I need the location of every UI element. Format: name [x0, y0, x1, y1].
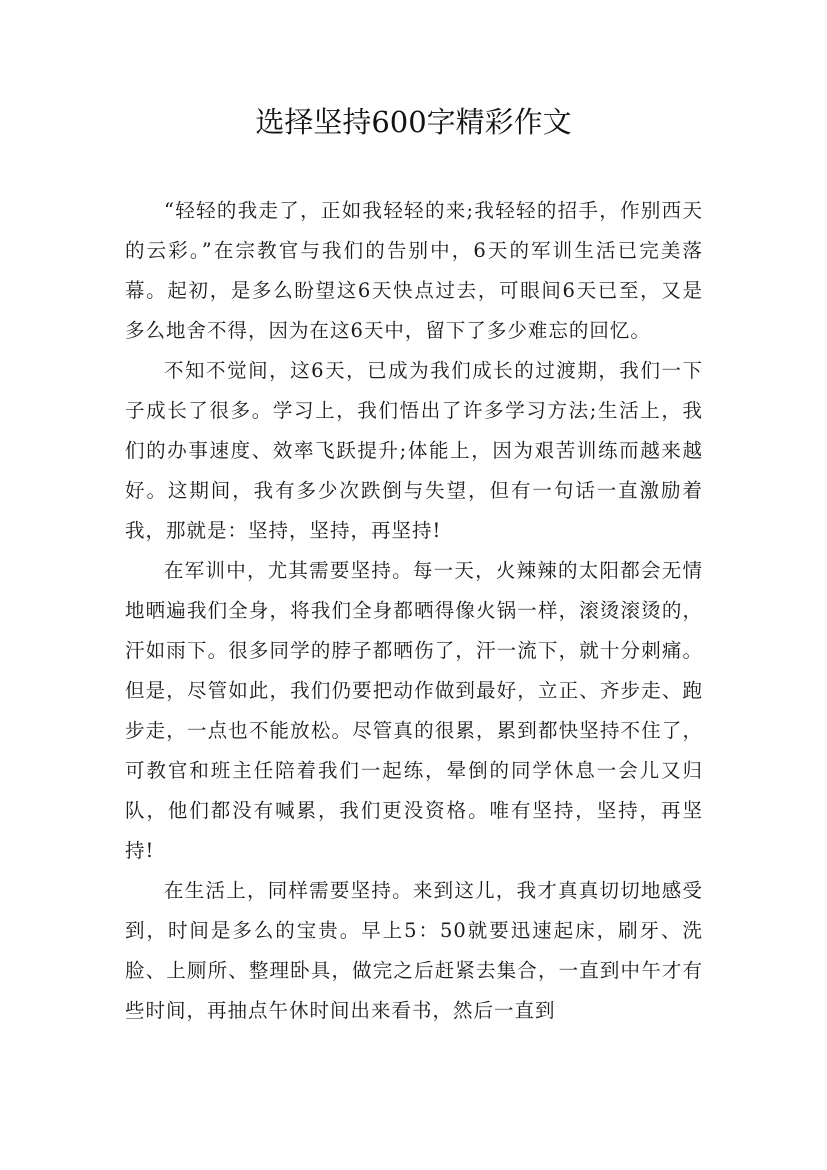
paragraph: 不知不觉间，这6天，已成为我们成长的过渡期，我们一下子成长了很多。学习上，我们悟出了许多学习方法;生活上，我们的办事速度、效率飞跃提升;体能上，因为艰苦训练而越来越好。这期间，我有多少次跌倒与失望，但有一句话一直激励着我，那就是：坚持，坚持，再坚持!	[125, 359, 703, 542]
document-body	[125, 191, 703, 1031]
document-title: 选择坚持600字精彩作文	[255, 105, 572, 139]
paragraph: “轻轻的我走了，正如我轻轻的来;我轻轻的招手，作别西天的云彩。”在宗教官与我们的告别中，6天的军训生活已完美落幕。起初，是多么盼望这6天快点过去，可眼间6天已至，又是多么地舍不得，因为在这6天中，留下了多少难忘的回忆。	[125, 199, 703, 342]
paragraph: 在生活上，同样需要坚持。来到这儿，我才真真切切地感受到，时间是多么的宝贵。早上5：50就要迅速起床，刷牙、洗脸、上厕所、整理卧具，做完之后赶紧去集合，一直到中午才有些时间，再抽点午休时间出来看书，然后一直到	[125, 879, 703, 1022]
paragraph: 在军训中，尤其需要坚持。每一天，火辣辣的太阳都会无情地晒遍我们全身，将我们全身都晒得像火锅一样，滚烫滚烫的，汗如雨下。很多同学的脖子都晒伤了，汗一流下，就十分刺痛。但是，尽管如此，我们仍要把动作做到最好，立正、齐步走、跑步走，一点也不能放松。尽管真的很累，累到都快坚持不住了，可教官和班主任陪着我们一起练，晕倒的同学休息一会儿又归队，他们都没有喊累，我们更没资格。唯有坚持，坚持，再坚持!	[125, 559, 703, 862]
